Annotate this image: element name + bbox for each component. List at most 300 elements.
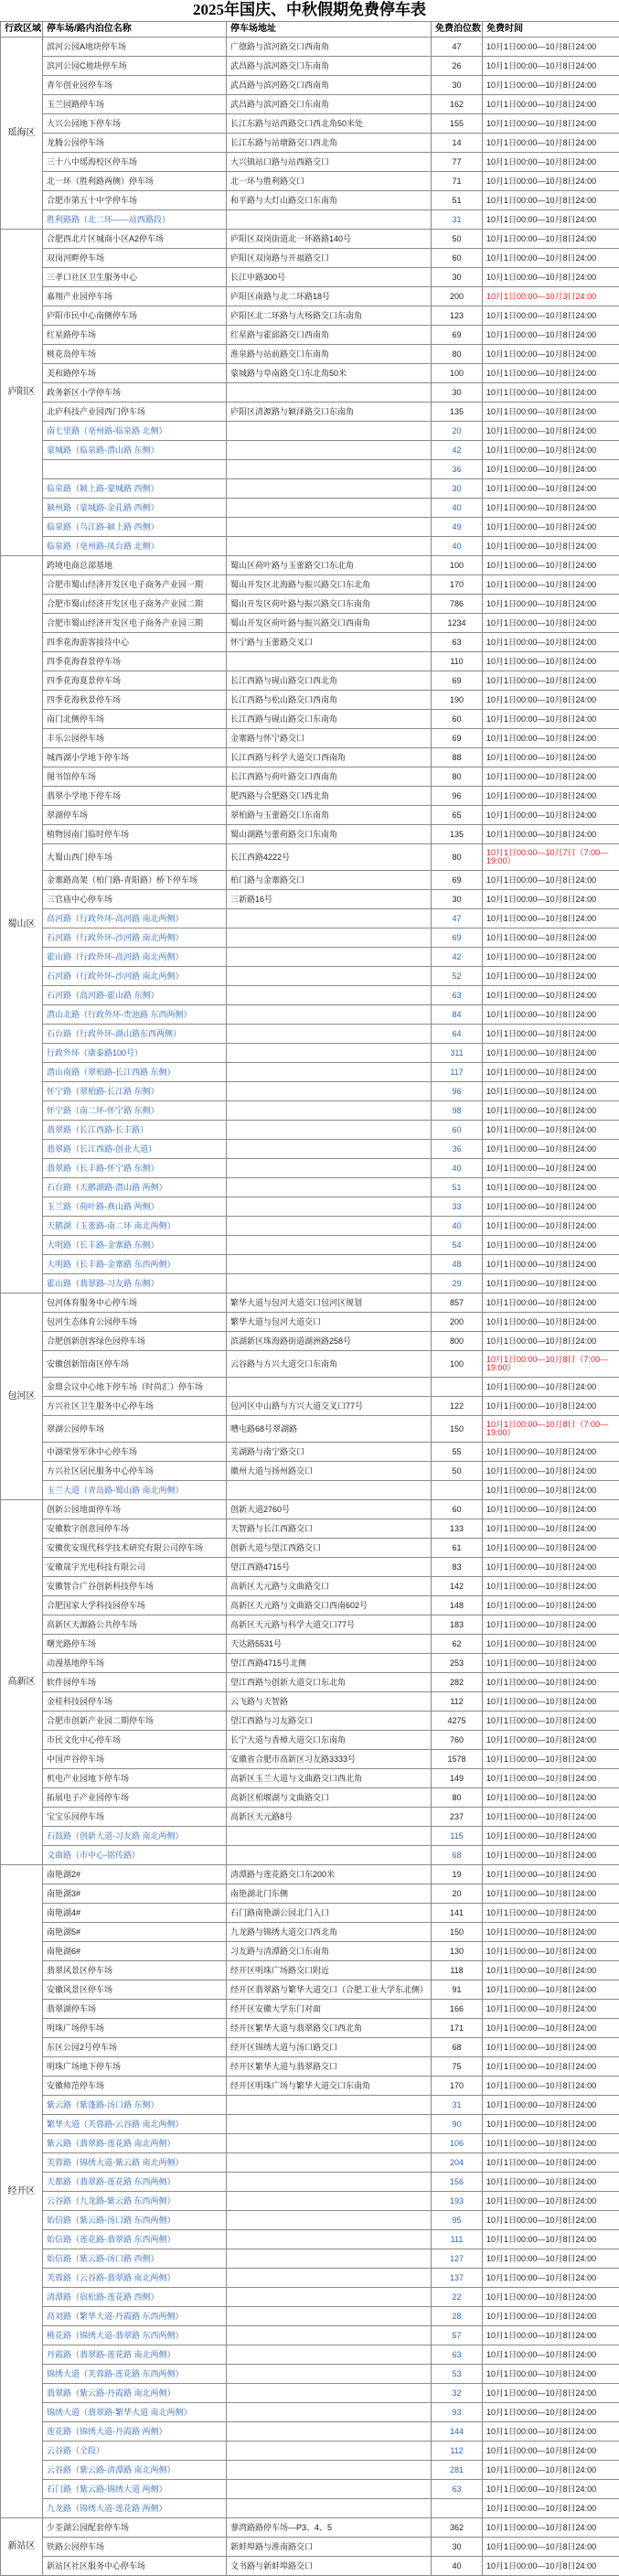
free-spot-count: 311 <box>432 1044 483 1063</box>
free-spot-count: 60 <box>432 710 483 729</box>
table-row <box>1 2442 619 2461</box>
free-spot-count: 130 <box>432 1942 483 1961</box>
table-row <box>1 2480 619 2499</box>
table-row <box>1 1274 619 1293</box>
parking-address: 红星路与霍邱路交口西南角 <box>227 326 432 345</box>
parking-name: 石河路（高河路-霍山路 东侧） <box>43 986 227 1005</box>
table-row <box>1 1827 619 1846</box>
parking-address <box>227 1082 432 1101</box>
free-spot-count: 135 <box>432 825 483 844</box>
table-row <box>1 633 619 652</box>
free-time: 10月1日00:00—10月8日24:00 <box>483 1236 619 1255</box>
table-row <box>1 1101 619 1121</box>
table-row <box>1 1063 619 1082</box>
parking-address: 云飞路与天智路 <box>227 1692 432 1712</box>
free-spot-count: 760 <box>432 1731 483 1750</box>
parking-name: 南七里路（亳州路-临泉路 北侧） <box>43 422 227 441</box>
table-row <box>1 2365 619 2384</box>
parking-address <box>227 948 432 967</box>
table-row <box>1 1750 619 1769</box>
table-row <box>1 2038 619 2057</box>
free-time: 10月1日00:00—10月8日24:00 <box>483 1332 619 1351</box>
table-row <box>1 95 619 114</box>
parking-address <box>227 2096 432 2115</box>
free-time: 10月1日00:00—10月8日24:00 <box>483 767 619 787</box>
header-name: 停车场/路内泊位名称 <box>43 22 227 38</box>
table-row <box>1 2326 619 2345</box>
parking-address: 北一环与胜利路交口 <box>227 172 432 191</box>
free-time: 10月1日00:00—10月8日24:00 <box>483 2134 619 2153</box>
parking-name: 合肥西北片区城商小区A2停车场 <box>43 230 227 249</box>
parking-name: 高河路（行政外环-高河路 南北两侧） <box>43 909 227 928</box>
free-time: 10月1日00:00—10月8日24:00 <box>483 806 619 825</box>
free-time: 10月1日00:00—10月8日24:00 <box>483 364 619 383</box>
free-time: 10月1日00:00—10月8日24:00 <box>483 691 619 710</box>
table-row <box>1 518 619 537</box>
parking-name: 翠湖停车场 <box>43 806 227 825</box>
free-spot-count: 96 <box>432 1082 483 1101</box>
parking-name: 翡翠路（长丰路-怀宁路 东侧） <box>43 1159 227 1178</box>
parking-address <box>227 2461 432 2480</box>
free-spot-count: 22 <box>432 2288 483 2307</box>
free-time: 10月1日00:00—10月8日24:00 <box>483 479 619 499</box>
parking-name: 始信路（紫云路-汤口路 东西两侧） <box>43 2211 227 2230</box>
parking-address: 庐阳区北二环路与大杨路交口东南角 <box>227 306 432 326</box>
free-time: 10月1日00:00—10月8日24:00 <box>483 2230 619 2249</box>
free-time: 10月1日00:00—10月8日24:00 <box>483 2538 619 2557</box>
parking-address: 文书路与新蚌埠路交口 <box>227 2557 432 2576</box>
parking-name: 少荃湖公园配套停车场 <box>43 2518 227 2538</box>
parking-address: 创新大道与望江西路交口 <box>227 1539 432 1558</box>
parking-address <box>227 1101 432 1121</box>
parking-address <box>227 479 432 499</box>
free-time: 10月1日00:00—10月8日24:00 <box>483 1082 619 1101</box>
table-row <box>1 1197 619 1217</box>
parking-name: 北庐科技产业园西门停车场 <box>43 402 227 422</box>
free-spot-count: 137 <box>432 2269 483 2288</box>
table-row <box>1 1942 619 1961</box>
parking-address: 和平路与大灯山路交口东南角 <box>227 191 432 210</box>
free-time: 10月1日00:00—10月8日24:00 <box>483 1731 619 1750</box>
free-time: 10月1日00:00—10月8日24:00 <box>483 2307 619 2326</box>
parking-address: 繁华大道与包河大道交口 <box>227 1313 432 1332</box>
free-time: 10月1日00:00—10月8日24:00 <box>483 1025 619 1044</box>
parking-address <box>227 2288 432 2307</box>
free-time: 10月1日00:00—10月8日24:00 <box>483 1519 619 1539</box>
free-time: 10月1日00:00—10月8日24:00 <box>483 948 619 967</box>
parking-name: 霍山路（行政外环-高河路 南北两侧） <box>43 948 227 967</box>
parking-address: 高新区天元路与文曲路交口西南602号 <box>227 1596 432 1615</box>
parking-name: 颍州路（蒙城路-金孔路 西侧） <box>43 499 227 518</box>
parking-name: 九龙路（锦绣大道-莲花路 两侧） <box>43 2499 227 2518</box>
document-title: 2025年国庆、中秋假期免费停车表 <box>0 0 619 20</box>
table-row <box>1 967 619 986</box>
free-spot-count: 93 <box>432 2403 483 2422</box>
free-spot-count: 100 <box>432 556 483 575</box>
free-spot-count: 60 <box>432 1500 483 1519</box>
parking-name: 石河路（行政外环-沙河路 南北两侧） <box>43 967 227 986</box>
parking-name: 石门路（紫云路-锦绣大道 两侧） <box>43 2480 227 2499</box>
parking-address <box>227 383 432 402</box>
parking-address: 庐阳区清源路与颖泽路交口东南角 <box>227 402 432 422</box>
parking-address: 石门路南艳湖公园北门入口 <box>227 1904 432 1923</box>
table-row <box>1 1140 619 1159</box>
parking-name: 城西湖小学地下停车场 <box>43 748 227 767</box>
table-row <box>1 1884 619 1904</box>
free-spot-count: 237 <box>432 1808 483 1827</box>
free-spot-count: 68 <box>432 2038 483 2057</box>
free-spot-count: 91 <box>432 1980 483 2000</box>
parking-name: 文曲路（市中心-铭传路） <box>43 1846 227 1865</box>
free-time: 10月1日00:00—10月8日24:00 <box>483 1712 619 1731</box>
free-time: 10月1日00:00—10月8日24:00 <box>483 2365 619 2384</box>
table-row <box>1 844 619 871</box>
free-time: 10月1日00:00—10月8日24:00 <box>483 2461 619 2480</box>
free-time: 10月1日00:00—10月8日24:00 <box>483 967 619 986</box>
free-time: 10月1日00:00—10月8日24:00 <box>483 38 619 57</box>
parking-address: 长江西路与砚山路交口东南角 <box>227 710 432 729</box>
parking-name: 方兴社区居民服务中心停车场 <box>43 1462 227 1481</box>
parking-address: 三新路16号 <box>227 890 432 909</box>
parking-address: 长江西路与松山路交口西南角 <box>227 691 432 710</box>
parking-address: 繁华大道与包河大道交口包河区规划 <box>227 1293 432 1313</box>
free-spot-count: 141 <box>432 1904 483 1923</box>
parking-address: 蜀山开发区荷叶路与振兴路交口西南角 <box>227 614 432 633</box>
free-time: 10月1日00:00—10月8日24:00 <box>483 2422 619 2442</box>
table-row <box>1 2230 619 2249</box>
parking-name: 安徽优安现代科学技术研究有限公司停车场 <box>43 1539 227 1558</box>
parking-address <box>227 537 432 556</box>
free-spot-count: 40 <box>432 1159 483 1178</box>
parking-name: 临泉路（颍上路-蒙城路 西侧） <box>43 479 227 499</box>
parking-name: 政务新区小学停车场 <box>43 383 227 402</box>
free-time: 10月1日00:00—10月8日24:00 <box>483 2518 619 2538</box>
free-time: 10月1日00:00—10月8日24:00 <box>483 556 619 575</box>
free-time: 10月1日00:00—10月8日24:00 <box>483 2077 619 2096</box>
free-time: 10月1日00:00—10月8日24:00 <box>483 1500 619 1519</box>
free-spot-count: 800 <box>432 1332 483 1351</box>
parking-name: 南艳湖3# <box>43 1884 227 1904</box>
free-time: 10月1日00:00—10月8日24:00 <box>483 2249 619 2269</box>
parking-address <box>227 2192 432 2211</box>
free-time: 10月1日00:00—10月8日24:00 <box>483 787 619 806</box>
table-row <box>1 364 619 383</box>
free-time: 10月1日00:00—10月8日24:00 <box>483 2038 619 2057</box>
free-spot-count: 51 <box>432 191 483 210</box>
parking-address: 经开区安徽大学东门对面 <box>227 2000 432 2019</box>
parking-address: 包河区中山路与方兴大道交叉口77号 <box>227 1397 432 1416</box>
parking-name: 玉兰大道（青岛路-蜀山路 南北两侧） <box>43 1481 227 1500</box>
table-row <box>1 499 619 518</box>
parking-name: 高刘路（繁华大道-丹霞路 东西两侧） <box>43 2307 227 2326</box>
parking-address <box>227 1063 432 1082</box>
free-time: 10月1日00:00—10月8日24:00 <box>483 2057 619 2077</box>
parking-address <box>227 1025 432 1044</box>
parking-address: 蜀山湖路与蕾荷路交口东南角 <box>227 825 432 844</box>
header-district: 行政区域 <box>1 22 43 38</box>
table-row <box>1 172 619 191</box>
free-time: 10月1日00:00—10月8日24:00 <box>483 153 619 172</box>
free-spot-count: 857 <box>432 1293 483 1313</box>
parking-address <box>227 1827 432 1846</box>
parking-address: 长江中路300号 <box>227 268 432 287</box>
parking-address: 经开区繁华大道与翡翠路交口西北角 <box>227 2019 432 2038</box>
table-row <box>1 1178 619 1197</box>
parking-name: 嘉翔产业园停车场 <box>43 287 227 306</box>
table-row <box>1 1217 619 1236</box>
table-row <box>1 1961 619 1980</box>
free-spot-count: 40 <box>432 1217 483 1236</box>
free-spot-count: 110 <box>432 652 483 671</box>
table-row <box>1 890 619 909</box>
free-spot-count: 95 <box>432 2211 483 2230</box>
table-row <box>1 787 619 806</box>
parking-name: 三孝口社区卫生服务中心 <box>43 268 227 287</box>
free-time: 10月1日00:00—10月8日24:00 <box>483 210 619 230</box>
parking-name: 大明路（长丰路-金寨路 东西两侧） <box>43 1255 227 1274</box>
parking-address: 望江西路与创新大道交口东北角 <box>227 1673 432 1692</box>
table-row <box>1 2173 619 2192</box>
free-spot-count: 19 <box>432 1865 483 1884</box>
free-time: 10月1日00:00—10月8日24:00 <box>483 1615 619 1635</box>
parking-address: 蜀山开发区北海路与振兴路交口东北角 <box>227 575 432 595</box>
free-time: 10月1日00:00—10月8日24:00 <box>483 1378 619 1397</box>
free-spot-count: 362 <box>432 2518 483 2538</box>
parking-name: 滨河公园A地块停车场 <box>43 38 227 57</box>
free-time: 10月1日00:00—10月8日24:00 <box>483 1293 619 1313</box>
free-time: 10月1日00:00—10月8日24:00 <box>483 909 619 928</box>
parking-address: 武昌路与滨河路交口西南角 <box>227 76 432 95</box>
parking-address <box>227 2480 432 2499</box>
free-spot-count: 118 <box>432 1961 483 1980</box>
free-spot-count: 55 <box>432 1443 483 1462</box>
parking-name: 临泉路（乌江路-颍上路 西侧） <box>43 518 227 537</box>
parking-address: 经开区翡翠路与繁华大道交口（合肥工业大学东北侧） <box>227 1980 432 2000</box>
parking-address <box>227 1378 432 1397</box>
parking-address <box>227 928 432 948</box>
free-time: 10月1日00:00—10月8日24:00 <box>483 1255 619 1274</box>
parking-name: 安徽智合广谷创新科技停车场 <box>43 1577 227 1596</box>
parking-address <box>227 1481 432 1500</box>
free-spot-count: 69 <box>432 871 483 890</box>
table-row <box>1 710 619 729</box>
parking-address <box>227 2230 432 2249</box>
parking-address <box>227 1121 432 1140</box>
table-row <box>1 2307 619 2326</box>
parking-address <box>227 2384 432 2403</box>
free-spot-count: 14 <box>432 134 483 153</box>
parking-name: 云谷路（全段） <box>43 2442 227 2461</box>
parking-address <box>227 1274 432 1293</box>
parking-name: 创新公园地面停车场 <box>43 1500 227 1519</box>
parking-name: 软件园停车场 <box>43 1673 227 1692</box>
table-row <box>1 2115 619 2134</box>
free-time: 10月1日00:00—10月8日24:00 <box>483 1313 619 1332</box>
parking-address <box>227 210 432 230</box>
parking-name: 安徽晟宇光电科技有限公司 <box>43 1558 227 1577</box>
parking-name: 包河生态体育公园停车场 <box>43 1313 227 1332</box>
table-row <box>1 2019 619 2038</box>
parking-address: 肥西路与合肥路交口西北角 <box>227 787 432 806</box>
table-row <box>1 1121 619 1140</box>
parking-address: 长江东路与站西路交口西北角50米处 <box>227 114 432 134</box>
table-row <box>1 1481 619 1500</box>
free-spot-count: 150 <box>432 1416 483 1443</box>
parking-name: 始信路（紫云路-汤口路 西侧） <box>43 2249 227 2269</box>
free-spot-count: 281 <box>432 2461 483 2480</box>
parking-name: 合肥市第五十中学停车场 <box>43 191 227 210</box>
parking-name: 石台路（行政外环-湖山路东西两侧） <box>43 1025 227 1044</box>
parking-name: 合肥创新创客绿色园停车场 <box>43 1332 227 1351</box>
parking-name: 双岗河畔停车场 <box>43 249 227 268</box>
free-spot-count: 162 <box>432 95 483 114</box>
free-time: 10月1日00:00—10月8日24:00 <box>483 172 619 191</box>
parking-address: 创新大道2760号 <box>227 1500 432 1519</box>
free-time: 10月1日00:00—10月8日24:00 <box>483 1769 619 1788</box>
free-spot-count: 60 <box>432 1121 483 1140</box>
free-spot-count: 62 <box>432 1635 483 1654</box>
free-time: 10月1日00:00—10月8日24:00 <box>483 614 619 633</box>
table-row <box>1 1313 619 1332</box>
parking-address: 蓼湾路路停车场—P3、4、5 <box>227 2518 432 2538</box>
table-row <box>1 537 619 556</box>
parking-name: 明珠广场停车场 <box>43 2019 227 2038</box>
parking-name: 芙蓉路（锦绣大道-紫云路 南北两侧） <box>43 2153 227 2173</box>
free-spot-count <box>432 2499 483 2518</box>
parking-name: 高新区天源路公共停车场 <box>43 1615 227 1635</box>
free-spot-count: 77 <box>432 153 483 172</box>
parking-address: 经开区繁华大道与翡翠路交口 <box>227 2057 432 2077</box>
table-row <box>1 1519 619 1539</box>
parking-address: 长江西路与科学大道交口西南角 <box>227 748 432 767</box>
free-spot-count: 1234 <box>432 614 483 633</box>
free-spot-count: 80 <box>432 844 483 871</box>
free-time: 10月1日00:00—10月8日24:00 <box>483 928 619 948</box>
table-row <box>1 909 619 928</box>
parking-name: 丰乐公园停车场 <box>43 729 227 748</box>
parking-table <box>0 21 619 2576</box>
parking-name: 合肥市蜀山经济开发区电子商务产业园三期 <box>43 614 227 633</box>
free-time: 10月1日00:00—10月8日24:00 <box>483 134 619 153</box>
parking-address <box>227 518 432 537</box>
free-time: 10月1日00:00—10月8日24:00 <box>483 2269 619 2288</box>
parking-name: 临泉路（亳州路-凤台路 北侧） <box>43 537 227 556</box>
free-time: 10月1日00:00—10月8日24:00 <box>483 230 619 249</box>
table-row <box>1 2422 619 2442</box>
table-row <box>1 691 619 710</box>
free-spot-count: 80 <box>432 767 483 787</box>
table-row <box>1 2269 619 2288</box>
free-time: 10月1日00:00—10月8日24:00 <box>483 575 619 595</box>
parking-name: 天鹅湖（玉蕾路-南二环 南北两侧） <box>43 1217 227 1236</box>
parking-name: 金鼎会议中心地下停车场（时尚汇）停车场 <box>43 1378 227 1397</box>
free-time: 10月1日00:00—10月8日24:00 <box>483 825 619 844</box>
free-time: 10月1日00:00—10月8日24:00 <box>483 1397 619 1416</box>
parking-name: 石河路（行政外环-沙河路 南北两侧） <box>43 928 227 948</box>
table-row <box>1 1615 619 1635</box>
free-time: 10月1日00:00—10月8日24:00 <box>483 1846 619 1865</box>
parking-address <box>227 2442 432 2461</box>
free-time: 10月1日00:00—10月8日24:00 <box>483 1923 619 1942</box>
table-row <box>1 652 619 671</box>
parking-name: 潜山北路（行政外环-贵池路 东西两侧） <box>43 1005 227 1025</box>
parking-name: 铁路公园停车场 <box>43 2538 227 2557</box>
parking-address: 庐阳区双岗街道北一环路路140号 <box>227 230 432 249</box>
free-spot-count: 52 <box>432 967 483 986</box>
free-time: 10月1日00:00—10月8日24:00 <box>483 652 619 671</box>
free-time: 10月1日00:00—10月8日24:00 <box>483 1808 619 1827</box>
parking-address: 广德路与滨河路交口西南角 <box>227 38 432 57</box>
table-row <box>1 287 619 306</box>
parking-name: 包河体育服务中心停车场 <box>43 1293 227 1313</box>
parking-name <box>43 460 227 479</box>
district-cell: 高新区 <box>1 1500 43 1865</box>
table-row <box>1 1635 619 1654</box>
free-time: 10月1日00:00—10月8日24:00 <box>483 499 619 518</box>
free-spot-count: 133 <box>432 1519 483 1539</box>
parking-name: 南艳湖6# <box>43 1942 227 1961</box>
parking-address: 长江西路与荷叶路交口西南角 <box>227 767 432 787</box>
parking-address: 望江西路与习友路交口 <box>227 1712 432 1731</box>
table-row <box>1 1923 619 1942</box>
parking-address: 蜀山开发区荷叶路与振兴路交口东南角 <box>227 595 432 614</box>
free-time: 10月1日00:00—10月8日24:00 <box>483 1904 619 1923</box>
free-time: 10月1日00:00—10月8日24:00 <box>483 57 619 76</box>
free-spot-count: 69 <box>432 928 483 948</box>
table-row <box>1 2384 619 2403</box>
free-time: 10月1日00:00—10月8日24:00 <box>483 1577 619 1596</box>
table-row <box>1 2096 619 2115</box>
parking-name: 拓展电子产业园停车场 <box>43 1788 227 1808</box>
parking-address: 武昌路与滨河路交口东南角 <box>227 57 432 76</box>
parking-name: 三十八中瑶海校区停车场 <box>43 153 227 172</box>
parking-name: 大兴公园地下停车场 <box>43 114 227 134</box>
free-time: 10月1日00:00—10月8日24:00 <box>483 2211 619 2230</box>
parking-name: 紫云路（翡翠路-莲花路 南北两侧） <box>43 2134 227 2153</box>
free-spot-count: 33 <box>432 1197 483 1217</box>
free-time: 10月1日00:00—10月8日24:00 <box>483 595 619 614</box>
parking-name: 行政外环（康泰路100号） <box>43 1044 227 1063</box>
free-time: 10月1日00:00—10月8日24:00 <box>483 2115 619 2134</box>
free-spot-count: 71 <box>432 172 483 191</box>
free-spot-count: 166 <box>432 2000 483 2019</box>
free-time: 10月1日00:00—10月8日24:00 <box>483 306 619 326</box>
parking-address: 高新区天元路与科学大道交口77号 <box>227 1615 432 1635</box>
parking-address: 柏门路与金寨路交口 <box>227 871 432 890</box>
free-spot-count: 4275 <box>432 1712 483 1731</box>
free-spot-count: 115 <box>432 1827 483 1846</box>
parking-name: 锦绣大道（翡翠路-繁华大道 南北两侧） <box>43 2403 227 2422</box>
parking-name: 东区公园2号停车场 <box>43 2038 227 2057</box>
parking-name: 莲花路（锦绣大道-丹霞路 两侧） <box>43 2422 227 2442</box>
table-row <box>1 1808 619 1827</box>
table-row <box>1 57 619 76</box>
free-spot-count: 30 <box>432 890 483 909</box>
free-spot-count: 170 <box>432 575 483 595</box>
table-header-row <box>1 22 619 38</box>
free-spot-count: 83 <box>432 1558 483 1577</box>
free-spot-count: 63 <box>432 986 483 1005</box>
parking-name: 石鼓路（创新大道-习友路 南北两侧） <box>43 1827 227 1846</box>
free-time: 10月1日00:00—10月8日24:00 <box>483 986 619 1005</box>
free-spot-count: 88 <box>432 748 483 767</box>
parking-name: 玉兰路（荷叶路-燕山路 两侧） <box>43 1197 227 1217</box>
table-row <box>1 191 619 210</box>
free-spot-count: 69 <box>432 671 483 691</box>
parking-address <box>227 422 432 441</box>
table-row <box>1 1712 619 1731</box>
table-row <box>1 1980 619 2000</box>
